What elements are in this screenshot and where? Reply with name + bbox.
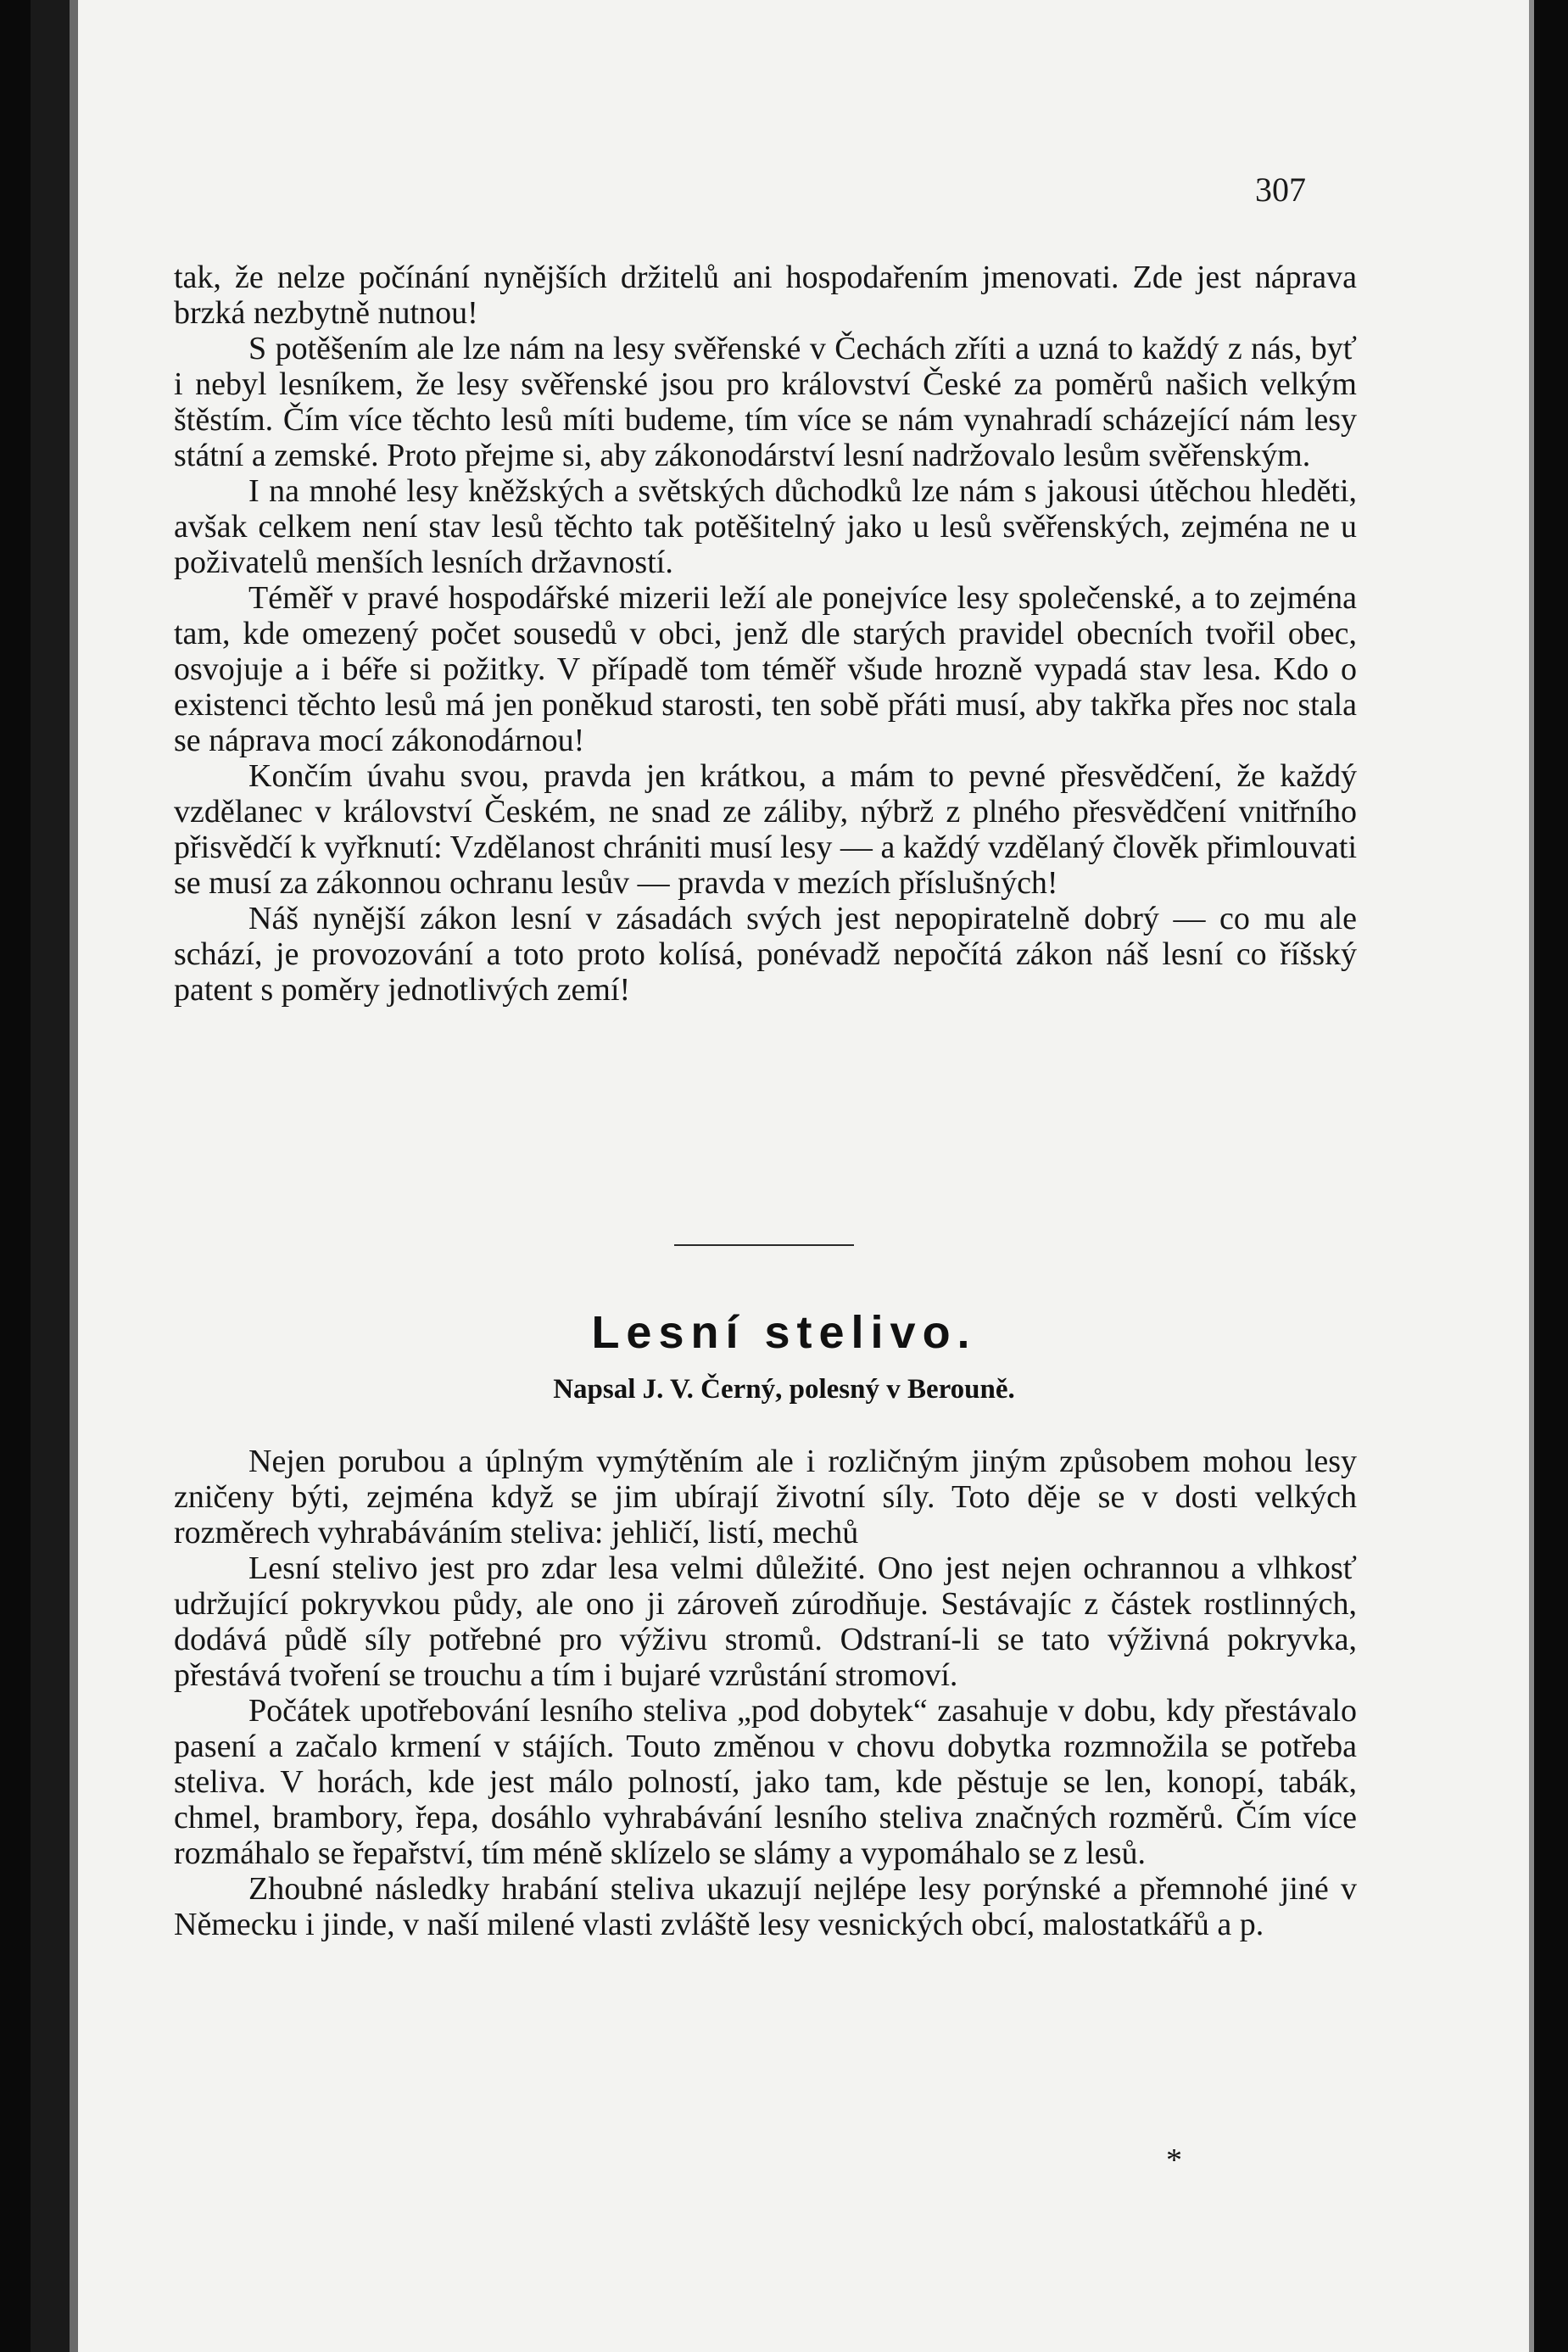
paragraph: Náš nynější zákon lesní v zásadách svých jest nepopiratelně dobrý — co mu ale schází, je provozování a toto proto kolísá, ponévadž nepočítá zákon náš lesní co říšský patent s poměry jednotlivých zemí! [174,901,1357,1008]
paragraph: tak, že nelze počínání nynějších držitelů ani hospodařením jmenovati. Zde jest náprava brzká nezbytně nutnou! [174,260,1357,331]
article-title: Lesní stelivo. [591,1307,977,1358]
scan-edge-left-inner [31,0,70,2352]
scan-edge-left-shadow [70,0,78,2352]
paragraph: Nejen porubou a úplným vymýtěním ale i rozličným jiným způsobem mohou lesy zničeny býti, zejména když se jim ubírají životní síly. Toto děje se v dosti velkých rozměrech vyhrabáváním steliva: jehličí, listí, mechů [174,1444,1357,1550]
article-byline: Napsal J. V. Černý, polesný v Berouně. [553,1374,1015,1405]
section-2-text [174,1444,1357,1942]
paragraph: Zhoubné následky hrabání steliva ukazují nejlépe lesy porýnské a přemnohé jiné v Německu i jinde, v naší milené vlasti zvláště lesy vesnických obcí, malostatkářů a p. [174,1871,1357,1942]
scan-edge-right [1534,0,1568,2352]
footer-asterisk: * [1166,2142,1182,2178]
paragraph: Lesní stelivo jest pro zdar lesa velmi důležité. Ono jest nejen ochrannou a vlhkosť udržující pokryvkou půdy, ale ono ji zároveň zúrodňuje. Sestávajíc z částek rostlinných, dodává půdě síly potřebné pro výživu stromů. Odstraní-li se tato výživná pokryvka, přestává tvoření se trouchu a tím i bujaré vzrůstání stromoví. [174,1550,1357,1693]
paragraph: Téměř v pravé hospodářské mizerii leží ale ponejvíce lesy společenské, a to zejména tam, kde omezený počet sousedů v obci, jenž dle starých pravidel obecních tvořil obec, osvojuje a i béře si požitky. V případě tom téměř všude hrozně vypadá stav lesa. Kdo o existenci těchto lesů má jen poněkud starosti, ten sobě přáti musí, aby takřka přes noc stala se náprava mocí zákonodárnou! [174,580,1357,758]
paragraph: I na mnohé lesy kněžských a světských důchodků lze nám s jakousi útěchou hleděti, avšak celkem není stav lesů těchto tak potěšitelný jako u lesů svěřenských, zejména ne u poživatelů menších lesních državností. [174,473,1357,580]
paragraph: S potěšením ale lze nám na lesy svěřenské v Čechách zříti a uzná to každý z nás, byť i nebyl lesníkem, že lesy svěřenské jsou pro království České za poměrů našich velkým štěstím. Čím více těchto lesů míti budeme, tím více se nám vynahradí scházející nám lesy státní a zemské. Proto přejme si, aby zákonodárství lesní nadržovalo lesům svěřenským. [174,331,1357,473]
paragraph: Počátek upotřebování lesního steliva „pod dobytek“ zasahuje v dobu, kdy přestávalo pasení a začalo krmení v stájích. Touto změnou v chovu dobytka rozmnožila se potřeba steliva. V horách, kde jest málo polností, jako tam, kde pěstuje se len, konopí, tabák, chmel, brambory, řepa, dosáhlo vyhrabávání lesního steliva značných rozměrů. Čím více rozmáhalo se řepařství, tím méně sklízelo se slámy a vypomáhalo se z lesů. [174,1693,1357,1871]
page-number: 307 [1255,170,1306,209]
paragraph: Končím úvahu svou, pravda jen krátkou, a mám to pevné přesvědčení, že každý vzdělanec v království Českém, ne snad ze záliby, nýbrž z plného přesvědčení vnitřního přisvědčí k vyřknutí: Vzdělanost chrániti musí lesy — a každý vzdělaný člověk přimlouvati se musí za zákonnou ochranu lesův — pravda v mezích příslušných! [174,758,1357,901]
section-1-text [174,260,1357,1008]
scan-edge-left [0,0,31,2352]
section-divider [674,1244,854,1246]
